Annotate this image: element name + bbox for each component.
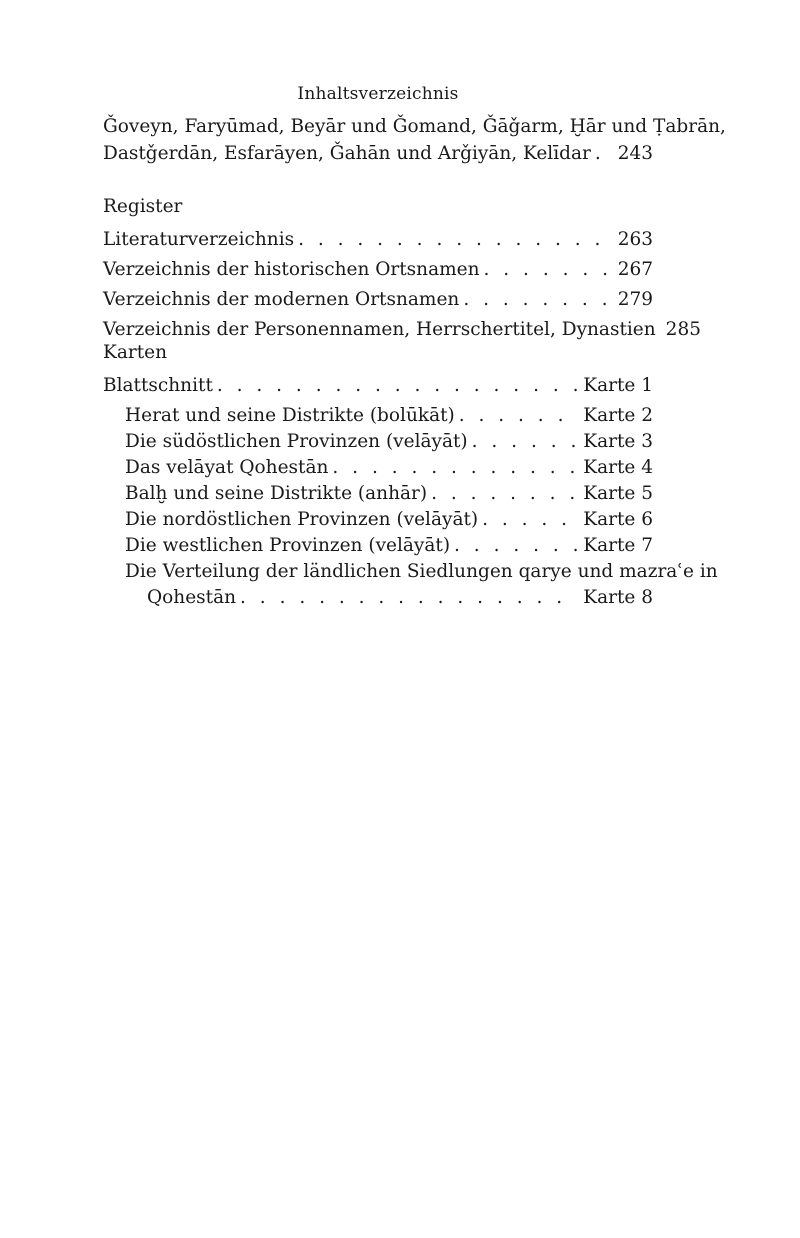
entry-title: Balḫ und seine Distrikte (anhār) bbox=[125, 483, 428, 504]
leader-dots bbox=[484, 256, 612, 284]
entry-title: Verzeichnis der Personennamen, Herrschertitel, Dynastien bbox=[103, 319, 656, 340]
toc-subentry-line1 bbox=[125, 558, 718, 586]
leader-dots bbox=[431, 480, 577, 508]
continued-entry-line1: Ǧoveyn, Faryūmad, Beyār und Ǧomand, Ǧāǧarm, Ḫār und Ṭabrān, bbox=[103, 116, 726, 137]
leader-dots bbox=[459, 402, 578, 430]
section-heading-register: Register bbox=[103, 196, 183, 217]
toc-subentry bbox=[125, 402, 653, 430]
entry-title: Die Verteilung der ländlichen Siedlungen qarye und mazraʿe in bbox=[125, 561, 718, 582]
entry-title: Dastǧerdān, Esfarāyen, Ǧahān und Arǧiyān, Kelīdar bbox=[103, 143, 591, 164]
toc-subentry bbox=[125, 480, 653, 508]
entry-page: Karte 4 bbox=[583, 457, 653, 478]
toc-entry bbox=[103, 286, 653, 314]
toc-subentry bbox=[125, 506, 653, 534]
entry-page: Karte 7 bbox=[583, 535, 653, 556]
entry-title: Verzeichnis der modernen Ortsnamen bbox=[103, 289, 460, 310]
leader-dots bbox=[482, 506, 577, 534]
toc-entry bbox=[103, 256, 653, 284]
entry-title: Die südöstlichen Provinzen (velāyāt) bbox=[125, 431, 468, 452]
toc-subentry bbox=[125, 454, 653, 482]
entry-page: 279 bbox=[617, 289, 653, 310]
leader-dots bbox=[472, 428, 578, 456]
entry-page: 243 bbox=[617, 143, 653, 164]
entry-title: Die nordöstlichen Provinzen (velāyāt) bbox=[125, 509, 479, 530]
entry-page: Karte 2 bbox=[583, 405, 653, 426]
toc-subentry bbox=[125, 532, 653, 560]
toc-entry bbox=[103, 372, 653, 400]
leader-dots bbox=[332, 454, 577, 482]
entry-title: Herat und seine Distrikte (bolūkāt) bbox=[125, 405, 455, 426]
leader-dots bbox=[595, 140, 612, 168]
leader-dots bbox=[240, 584, 577, 612]
running-head: Inhaltsverzeichnis bbox=[297, 84, 459, 104]
entry-page: Karte 1 bbox=[583, 375, 653, 396]
entry-title: Verzeichnis der historischen Ortsnamen bbox=[103, 259, 480, 280]
continued-entry-line2 bbox=[103, 140, 653, 168]
entry-title: Blattschnitt bbox=[103, 375, 213, 396]
entry-title: Literaturverzeichnis bbox=[103, 229, 295, 250]
entry-page: Karte 5 bbox=[583, 483, 653, 504]
entry-title: Das velāyat Qohestān bbox=[125, 457, 329, 478]
entry-page: 263 bbox=[617, 229, 653, 250]
entry-page: 285 bbox=[665, 319, 701, 340]
entry-page: 267 bbox=[617, 259, 653, 280]
entry-title: Qohestān bbox=[147, 587, 237, 608]
toc-subentry-line2 bbox=[125, 584, 653, 612]
leader-dots bbox=[463, 286, 611, 314]
entry-page: Karte 3 bbox=[583, 431, 653, 452]
entry-page: Karte 6 bbox=[583, 509, 653, 530]
toc-entry bbox=[103, 226, 653, 254]
leader-dots bbox=[454, 532, 577, 560]
toc-subentry bbox=[125, 428, 653, 456]
section-heading-karten: Karten bbox=[103, 342, 167, 363]
entry-page: Karte 8 bbox=[583, 587, 653, 608]
toc-entry bbox=[103, 316, 701, 344]
leader-dots bbox=[217, 372, 577, 400]
entry-title: Die westlichen Provinzen (velāyāt) bbox=[125, 535, 451, 556]
leader-dots bbox=[298, 226, 612, 254]
